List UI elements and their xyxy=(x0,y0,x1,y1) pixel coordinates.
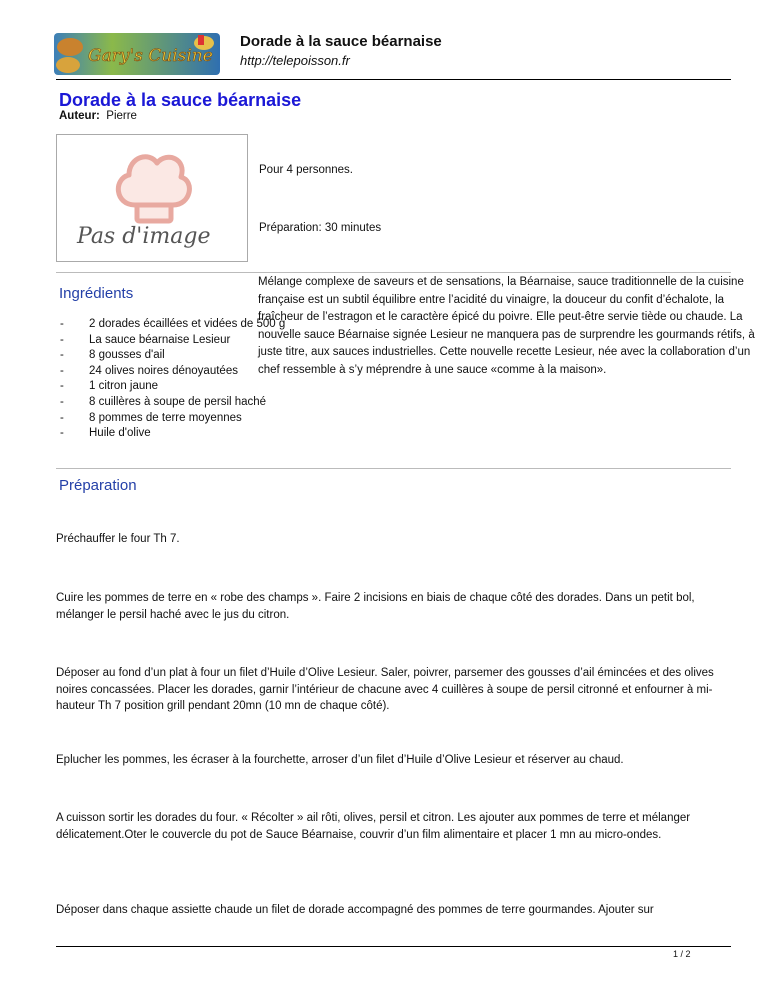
site-title: Dorade à la sauce béarnaise xyxy=(240,33,442,50)
recipe-image-placeholder xyxy=(56,134,248,262)
page-number: 1 / 2 xyxy=(673,949,691,959)
list-item: - 1 citron jaune xyxy=(60,380,159,393)
list-item: - Huile d'olive xyxy=(60,427,151,440)
footer-divider xyxy=(56,946,731,947)
author-label: Auteur: xyxy=(59,110,100,122)
ingredients-heading: Ingrédients xyxy=(59,285,134,302)
preparation-step: Déposer dans chaque assiette chaude un filet de dorade accompagné des pommes de terre gourmandes. Ajouter sur xyxy=(56,904,654,916)
site-logo xyxy=(54,33,220,75)
preparation-step: Eplucher les pommes, les écraser à la fourchette, arroser d’un filet d’Huile d’Olive Lesieur et réserver au chaud. xyxy=(56,754,624,766)
servings: Pour 4 personnes. xyxy=(259,164,353,176)
author-name: Pierre xyxy=(106,110,137,122)
list-item: - 24 olives noires dénoyautées xyxy=(60,364,238,377)
placeholder-text: Pas d'image xyxy=(77,224,211,249)
preparation-step: Cuire les pommes de terre en « robe des champs ». Faire 2 incisions en biais de chaque côté des dorades. Dans un petit bol, mélanger le persil haché avec le jus du citron. xyxy=(56,592,695,621)
header-divider xyxy=(56,79,731,80)
ingredients-list xyxy=(60,317,285,442)
logo-image xyxy=(54,33,220,75)
author-line xyxy=(59,110,137,122)
ingredients-divider xyxy=(56,272,731,273)
preparation-divider xyxy=(56,468,731,469)
preparation-step: Déposer au fond d’un plat à four un filet d’Huile d’Olive Lesieur. Saler, poivrer, parsemer des gousses d’ail émincées et des olives noires concassées. Placer les dorades, garnir l’intérieur de chacune avec 4 cuillères à soupe de persil citronné et enfourner à mi-hauteur Th 7 position grill pendant 20mn (10 mn de chaque côté). xyxy=(56,667,714,712)
preparation-heading: Préparation xyxy=(59,477,137,494)
list-item: - 8 cuillères à soupe de persil haché xyxy=(60,395,267,408)
list-item: - 8 gousses d'ail xyxy=(60,349,165,362)
recipe-intro: Mélange complexe de saveurs et de sensations, la Béarnaise, sauce traditionnelle de la cuisine française est un subtil équilibre entre l’acidité du vinaigre, la douceur du confit d’échalote, la fraîcheur de l’estragon et le caractère épicé du poivre. Elle peut-être servie tiède ou chaude. La nouvelle sauce Béarnaise signée Lesieur ne manquera pas de surprendre les gourmands rétifs, à juste titre, aux sauces industrielles. Cette nouvelle recette Lesieur, née avec la collaboration d’un chef ressemble à s’y méprendre à une sauce «comme à la maison». xyxy=(258,276,755,376)
chef-hat-icon xyxy=(57,135,247,261)
list-item: - La sauce béarnaise Lesieur xyxy=(60,333,231,346)
logo-text: Gary's Cuisine xyxy=(88,46,213,66)
preparation-step: Préchauffer le four Th 7. xyxy=(56,533,180,545)
site-url[interactable]: http://telepoisson.fr xyxy=(240,53,350,68)
list-item: - 2 dorades écaillées et vidées de 500 g xyxy=(60,318,286,330)
preparation-step: A cuisson sortir les dorades du four. « Récolter » ail rôti, olives, persil et citron. Les ajouter aux pommes de terre et mélanger délicatement.Oter le couvercle du pot de Sauce Béarnaise, couvrir d’un film alimentaire et placer 1 mn au micro-ondes. xyxy=(56,812,691,841)
list-item: - 8 pommes de terre moyennes xyxy=(60,411,242,424)
prep-time: Préparation: 30 minutes xyxy=(259,222,382,234)
page-title: Dorade à la sauce béarnaise xyxy=(59,90,302,110)
